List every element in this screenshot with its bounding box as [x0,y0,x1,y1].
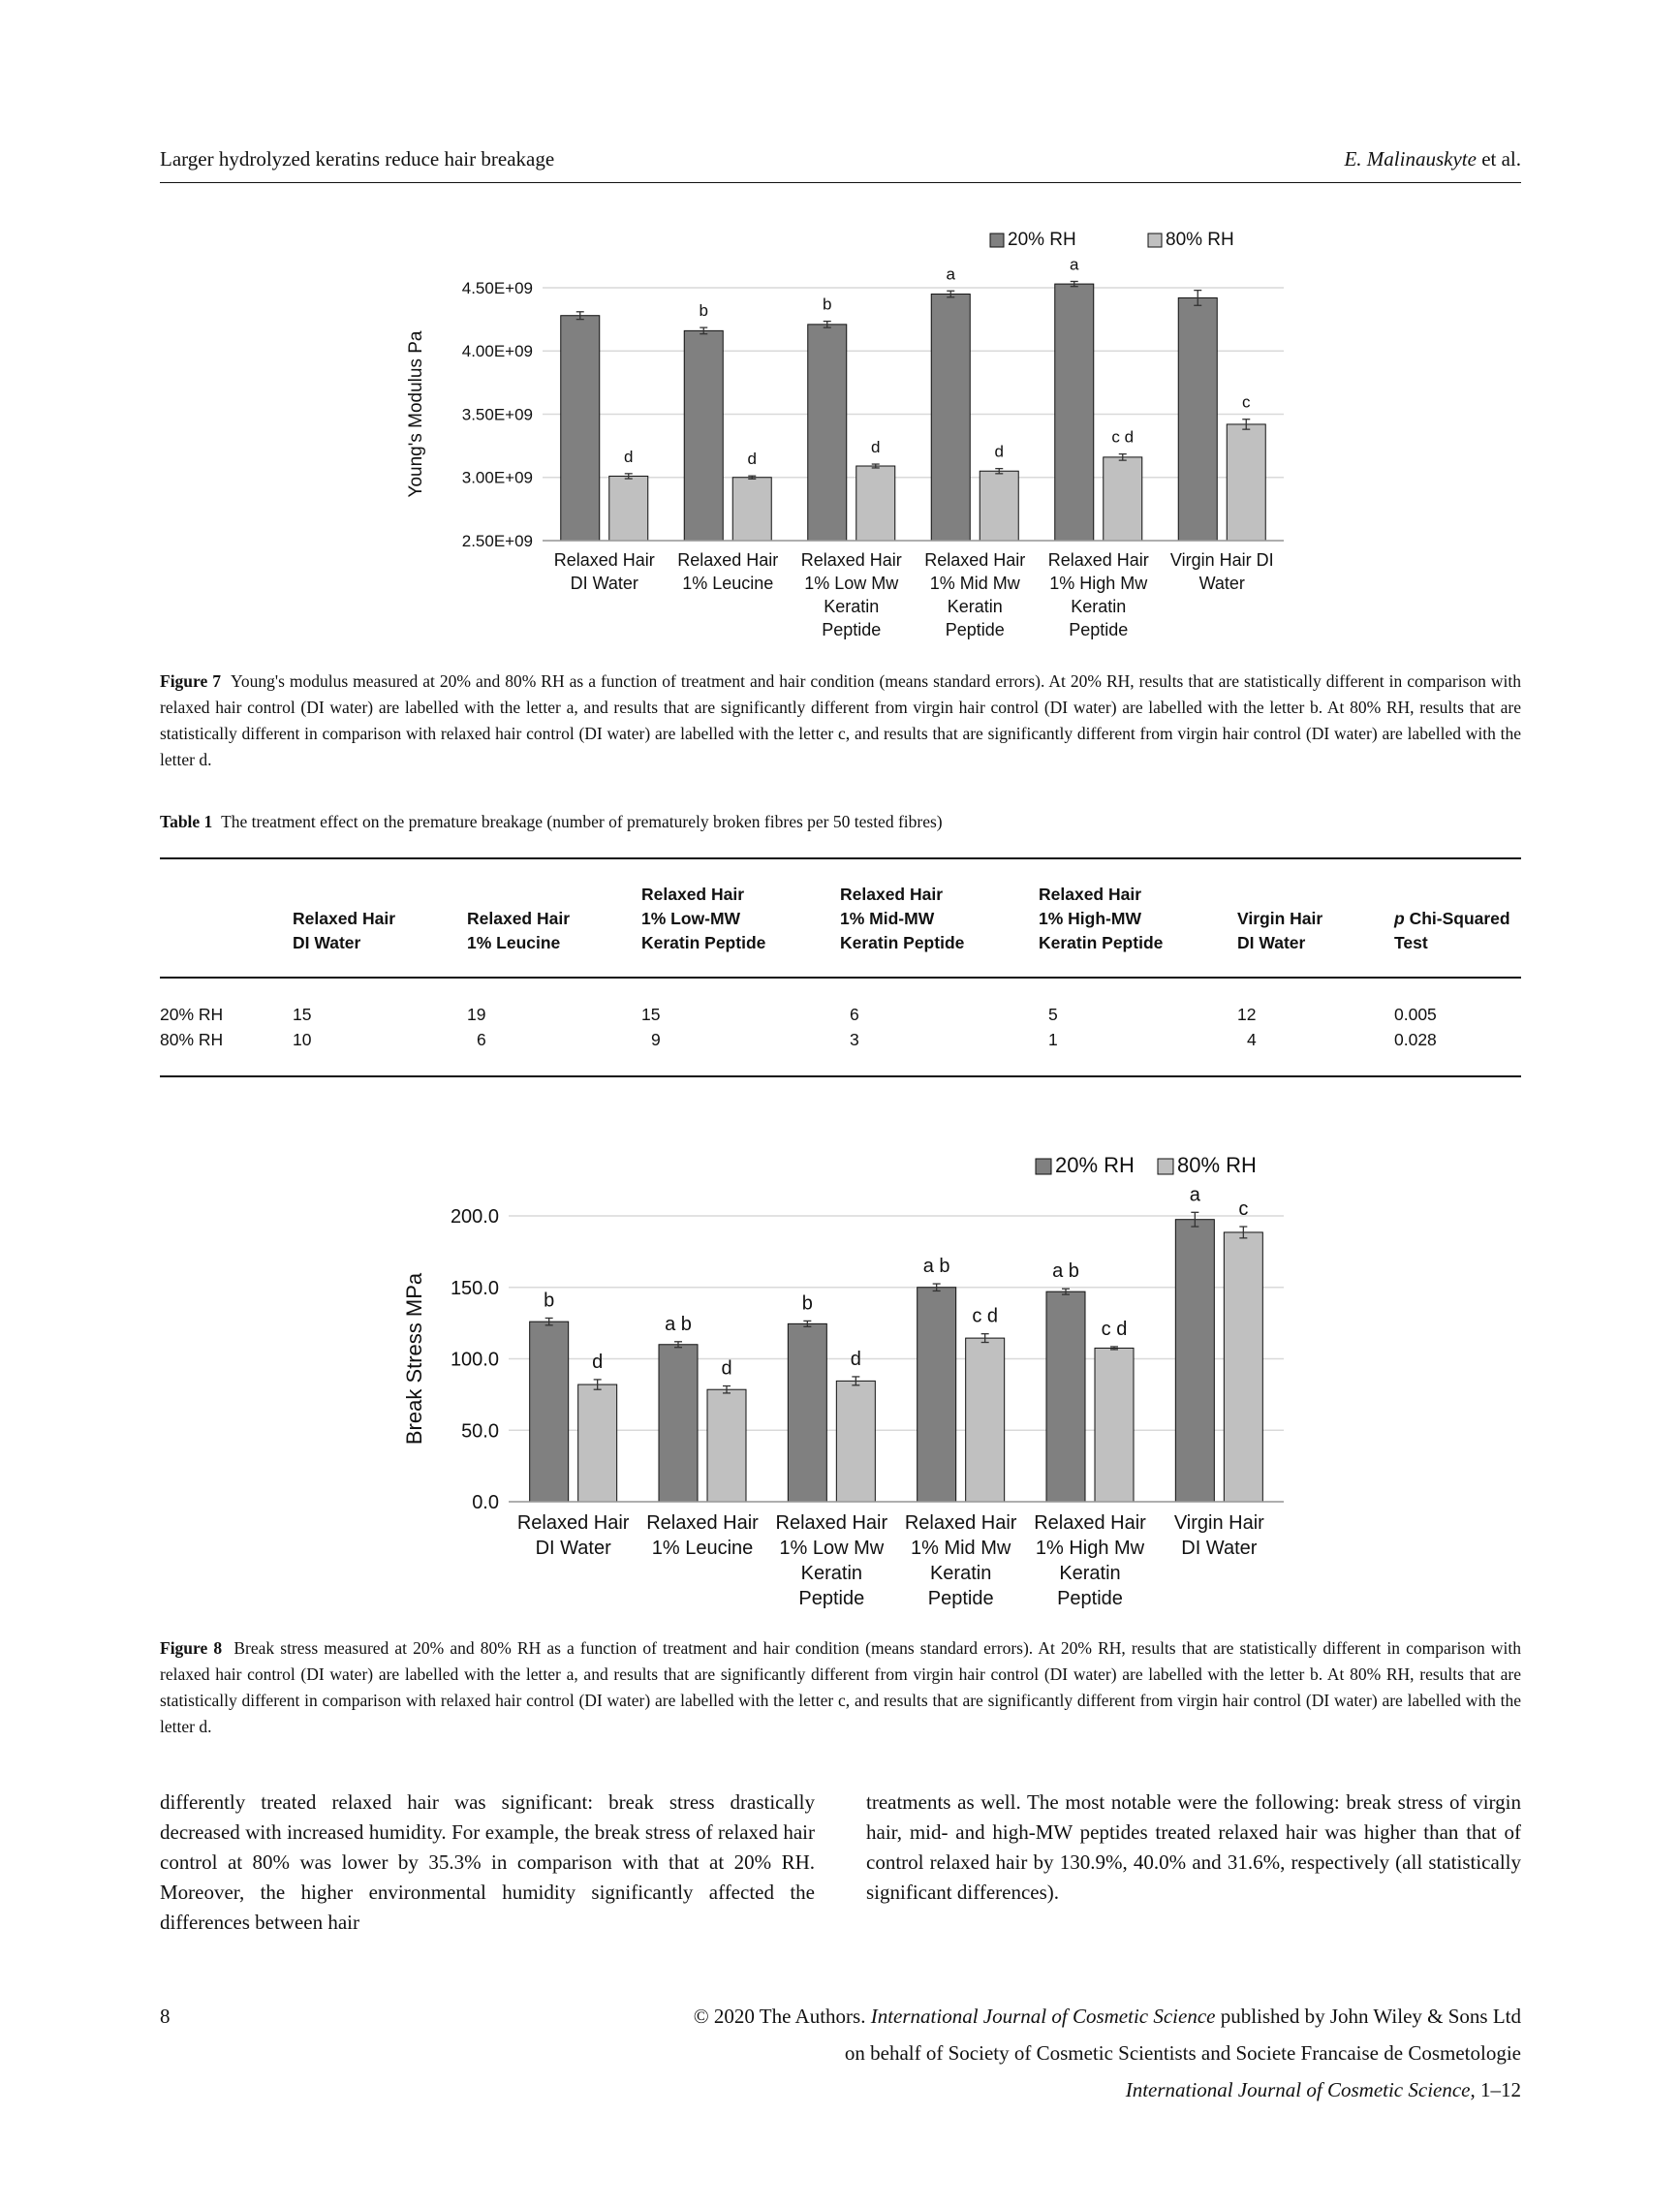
y-tick-label: 50.0 [461,1420,499,1443]
page-footer [160,1998,1521,2108]
x-category-label: Relaxed Hair [924,550,1026,570]
x-category-label: 1% Mid Mw [910,1538,1011,1559]
running-title: Larger hydrolyzed keratins reduce hair breakage [160,147,555,171]
x-category-label: Peptide [1057,1588,1123,1609]
significance-label: b [823,295,832,314]
legend-label: 20% RH [1055,1153,1135,1177]
x-category-label: Relaxed Hair [904,1512,1017,1534]
legend-label: 80% RH [1177,1153,1257,1177]
figure8-text: Break stress measured at 20% and 80% RH as a function of treatment and hair condition (means standard errors). At 20% RH, results that are statistically different in comparison with relaxed hair control (DI water) are labelled with the letter a, and results that are significantly different from virgin hair control (DI water) are labelled with the letter b. At 80% RH, results that are statistically different in comparison with relaxed hair control (DI water) are labelled with the letter c, and results that are significantly different from virgin hair control (DI water) are labelled with the letter d. [160,1638,1521,1736]
table [160,859,1521,1075]
table-header-line: Test [1394,933,1428,952]
footer-copyright [160,1998,1521,2035]
table-cell: 19 [467,1005,486,1024]
table-header-line: Relaxed Hair [1039,885,1142,904]
journal-citation: International Journal of Cosmetic Science [1125,2078,1471,2101]
x-category-label: 1% Leucine [651,1538,754,1559]
significance-label: a b [1052,1260,1079,1283]
body-text-right: treatments as well. The most notable were the following: break stress of virgin hair, mid- and high-MW peptides treated relaxed hair was higher than that of control relaxed hair by 130.9%, 40.0% and 31.6%, respectively (all statistically significant differences). [866,1790,1521,1904]
y-tick-label: 4.00E+09 [461,342,533,361]
x-category-label: Virgin Hair [1173,1512,1264,1534]
y-tick-label: 100.0 [450,1349,499,1371]
x-category-label: Keratin [824,597,880,616]
table-header-line: Relaxed Hair [840,885,944,904]
youngs-modulus-svg [392,218,1298,654]
bar [1095,1348,1134,1502]
table-cell: 6 [477,1030,486,1049]
figure7-label: Figure 7 [160,671,222,691]
x-category-label: Relaxed Hair [1034,1512,1146,1534]
table-cell: 12 [1237,1005,1257,1024]
y-tick-label: 200.0 [450,1206,499,1228]
x-category-label: Keratin [929,1563,992,1584]
running-authors [1344,147,1521,171]
x-category-label: Peptide [945,620,1005,639]
significance-label: b [699,301,708,321]
table-cell: 1 [1048,1030,1058,1049]
significance-label: d [721,1357,732,1380]
x-category-label: Keratin [1071,597,1127,616]
bar [684,330,723,541]
bar [788,1323,826,1502]
x-category-label: Relaxed Hair [516,1512,630,1534]
figure7-text: Young's modulus measured at 20% and 80% RH as a function of treatment and hair condition (means standard errors). At 20% RH, results that are statistically different in comparison with relaxed hair control (DI water) are labelled with the letter a, and results that are significantly different from virgin hair control (DI water) are labelled with the letter b. At 80% RH, results that are statistically different in comparison with relaxed hair control (DI water) are labelled with the letter c, and results that are significantly different from virgin hair control (DI water) are labelled with the letter d. [160,671,1522,769]
author-name: E. Malinauskyte [1344,147,1477,171]
y-tick-label: 4.50E+09 [461,278,533,297]
table-header-cell [1039,859,1237,978]
table1-caption [160,812,943,832]
table-header-cell [1394,859,1521,978]
body-text-left: differently treated relaxed hair was significant: break stress drastically decreased with increased humidity. For example, the break stress of relaxed hair control at 80% was lower by 35.3% in comparison with that at 20% RH. Moreover, the higher environmental humidity significantly affected the differences between hair [160,1790,815,1934]
y-tick-label: 150.0 [450,1277,499,1299]
y-axis-label: Break Stress MPa [402,1272,426,1446]
bar [578,1384,617,1502]
table-header-line: Keratin Peptide [641,933,766,952]
legend-label: 20% RH [1008,230,1076,250]
table1-label: Table 1 [160,812,213,831]
table-cell: 3 [850,1030,859,1049]
legend-swatch [1148,233,1162,247]
table-cell: 4 [1247,1030,1257,1049]
table-cell: 5 [1048,1005,1058,1024]
table-header-line: Keratin Peptide [1039,933,1164,952]
x-category-label: Relaxed Hair [646,1512,759,1534]
break-stress-svg [392,1143,1298,1618]
table-cell: 15 [293,1005,312,1024]
table-header-line: 1% Mid-MW [840,909,935,928]
break-stress-chart [392,1143,1298,1618]
significance-label: d [624,447,634,466]
bar [980,471,1018,541]
table-cell: 15 [641,1005,661,1024]
y-tick-label: 3.00E+09 [461,468,533,487]
bar [1224,1232,1262,1502]
bar [1175,1220,1214,1502]
copyright-pre: © 2020 The Authors. [693,2005,871,2028]
legend-label: 80% RH [1166,230,1234,250]
bar [530,1322,569,1502]
table-header-line: DI Water [293,933,361,952]
significance-label: a [946,264,955,284]
bar [918,1288,956,1502]
significance-label: a [1189,1184,1200,1206]
significance-label: d [747,450,757,469]
x-category-label: 1% High Mw [1035,1538,1145,1559]
bar [609,476,648,541]
table-header-line: Relaxed Hair [641,885,745,904]
x-category-label: Peptide [822,620,882,639]
table-row [160,978,1521,1027]
table-header-line: Relaxed Hair [293,909,396,928]
x-category-label: Peptide [1069,620,1129,639]
significance-label: c d [1101,1318,1128,1340]
table-header-cell [160,859,293,978]
y-tick-label: 0.0 [472,1492,499,1513]
table-header-cell [1237,859,1394,978]
table-row [160,1027,1521,1075]
table-cell: 6 [850,1005,859,1024]
journal-name: International Journal of Cosmetic Science [870,2005,1216,2028]
x-category-label: Keratin [947,597,1003,616]
x-category-label: Relaxed Hair [677,550,779,570]
bar [1104,457,1142,541]
x-category-label: Water [1198,574,1245,593]
bar [808,325,847,541]
table-body [160,978,1521,1075]
table1-caption-text: The treatment effect on the premature breakage (number of prematurely broken fibres per 50 tested fibres) [221,812,943,831]
figure7-caption [160,669,1521,773]
significance-label: d [994,442,1004,461]
table-cell: 10 [293,1030,312,1049]
bar [931,295,970,541]
table-cell: 20% RH [160,1005,224,1024]
bar [1055,284,1094,541]
y-tick-label: 3.50E+09 [461,405,533,424]
x-category-label: 1% High Mw [1049,574,1148,593]
bar [707,1389,746,1502]
legend-swatch [1036,1159,1051,1174]
bar [1178,297,1217,541]
x-category-label: 1% Mid Mw [929,574,1020,593]
bar [1046,1291,1085,1502]
x-category-label: Relaxed Hair [775,1512,888,1534]
table-header-cell [293,859,467,978]
bar [561,316,600,541]
y-axis-label: Young's Modulus Pa [406,330,426,498]
legend-swatch [1158,1159,1173,1174]
x-category-label: Peptide [927,1588,994,1609]
copyright-post: published by John Wiley & Sons Ltd [1215,2005,1521,2028]
table-header-line: Virgin Hair [1237,909,1323,928]
table-header-row [160,859,1521,978]
x-category-label: Keratin [800,1563,863,1584]
significance-label: c d [1111,427,1135,447]
table-header-line: Keratin Peptide [840,933,965,952]
x-category-label: 1% Low Mw [779,1538,885,1559]
table-cell: 0.028 [1394,1030,1437,1049]
youngs-modulus-chart [392,218,1298,654]
table-header-cell [467,859,641,978]
significance-label: a b [922,1256,950,1278]
author-suffix: et al. [1476,147,1521,171]
table-header-cell [840,859,1039,978]
bar [1227,424,1265,541]
x-category-label: Peptide [798,1588,865,1609]
bar [732,478,771,541]
x-category-label: Relaxed Hair [1047,550,1149,570]
bar [836,1381,875,1502]
x-category-label: 1% Leucine [682,574,774,593]
significance-label: c d [972,1305,999,1327]
table-header-cell [641,859,840,978]
bar [966,1338,1005,1502]
significance-label: c [1242,392,1251,412]
running-head [160,145,1521,183]
bar [659,1345,698,1502]
y-tick-label: 2.50E+09 [461,531,533,550]
footer-citation [160,2071,1521,2108]
table-cell: 0.005 [1394,1005,1437,1024]
figure8-label: Figure 8 [160,1638,223,1658]
x-category-label: DI Water [535,1538,611,1559]
x-category-label: Relaxed Hair [800,550,902,570]
table-header-line: 1% High-MW [1039,909,1141,928]
table-cell: 80% RH [160,1030,224,1049]
table-cell: 9 [651,1030,661,1049]
x-category-label: Relaxed Hair [553,550,655,570]
significance-label: d [871,438,881,457]
significance-label: d [592,1351,604,1373]
premature-breakage-table [160,857,1521,1077]
x-category-label: Keratin [1059,1563,1121,1584]
significance-label: a [1070,255,1079,274]
x-category-label: 1% Low Mw [804,574,899,593]
significance-label: d [850,1348,861,1370]
significance-label: c [1238,1198,1249,1221]
x-category-label: DI Water [1181,1538,1258,1559]
significance-label: a b [665,1313,692,1335]
table-header-line: 1% Leucine [467,933,561,952]
bar [856,466,895,541]
significance-label: b [544,1290,555,1312]
x-category-label: DI Water [570,574,638,593]
figure8-caption [160,1635,1521,1740]
significance-label: b [801,1292,813,1315]
page-number: 8 [160,2005,171,2028]
table-header-line: DI Water [1237,933,1306,952]
table-header-line: 1% Low-MW [641,909,741,928]
table-header-line: Relaxed Hair [467,909,571,928]
page-range: , 1–12 [1470,2078,1521,2101]
table-header-line: p Chi-Squared [1394,909,1510,928]
x-category-label: Virgin Hair DI [1169,550,1274,570]
footer-society: on behalf of Society of Cosmetic Scientists and Societe Francaise de Cosmetologie [844,2041,1521,2065]
legend-swatch [990,233,1004,247]
